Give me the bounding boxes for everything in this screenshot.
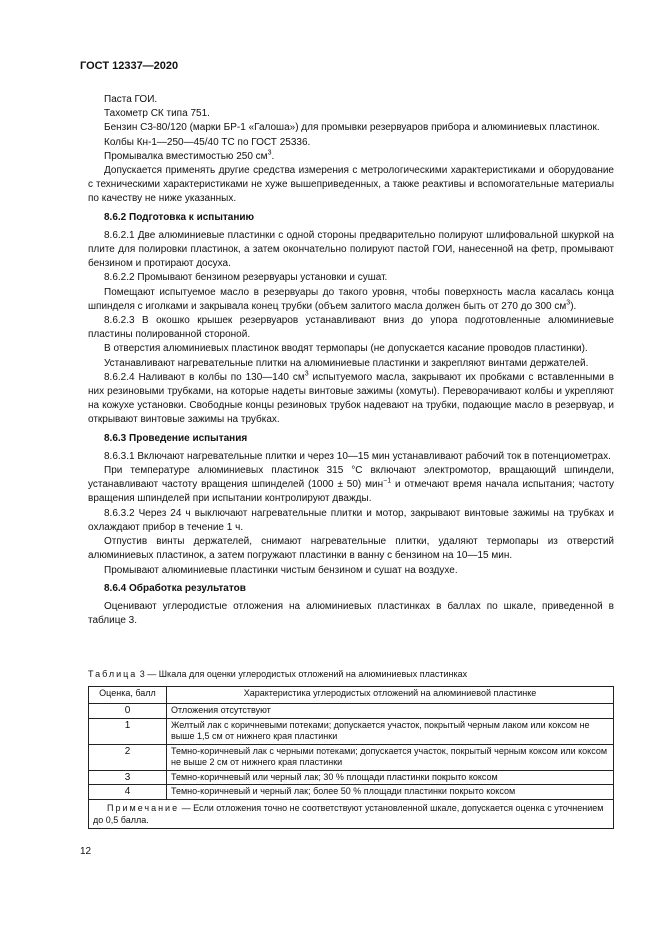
paragraph: 8.6.3.1 Включают нагревательные плитки и через 10—15 мин устанавливают рабочий ток в потенциометрах.: [104, 450, 611, 462]
score-cell: 4: [89, 785, 167, 800]
paragraph: Оценивают углеродистые отложения на алюминиевых пластинках в баллах по шкале, приведенной в таблице 3.: [88, 600, 614, 627]
paragraph: 8.6.2.4 Наливают в колбы по 130—140 $см^3$ испытуемого масла, закрывают их пробками с вставленными в них резиновыми трубками, на которые надеты винтовые зажимы (хомуты). Переворачивают колбы и укрепляют на кожухе установки. Свободные концы резиновых трубок надевают на трубки, подающие масло в резервуар, и открывают винтовые зажимы на трубках.: [88, 370, 614, 426]
section-heading-8-6-4: 8.6.4 Обработка результатов: [104, 582, 246, 594]
paragraph: 8.6.2.3 В окошко крышек резервуаров устанавливают вниз до упора подготовленные алюминиевые пластины полированной стороной.: [88, 315, 614, 341]
material-item: Тахометр СК типа 751.: [104, 108, 210, 120]
description-cell: Отложения отсутствуют: [167, 704, 614, 719]
material-item: Колбы Кн-1—250—45/40 ТС по ГОСТ 25336.: [104, 136, 311, 148]
table-note-row: [89, 799, 614, 828]
document-code: ГОСТ 12337—2020: [80, 60, 179, 72]
paragraph: В отверстия алюминиевых пластинок вводят термопары (не допускается касание проводов пластинки).: [104, 343, 588, 355]
description-cell: Темно-коричневый лак с черными потеками; допускается участок, покрытый черным коксом или коксом не выше 2 см от нижнего края пластинки: [167, 744, 614, 770]
paragraph: 8.6.2.2 Промывают бензином резервуары установки и сушат.: [104, 272, 388, 284]
column-header-characteristic: Характеристика углеродистых отложений на алюминиевой пластинке: [167, 687, 614, 704]
paragraph: При температуре алюминиевых пластинок 315 °C включают электромотор, вращающий шпиндели, устанавливают частоту вращения шпинделей (1000 ± 50) мин$^{-1}$ и отмечают время начала испытания; частоту вращения шпинделей при испытании контролируют дважды.: [88, 465, 615, 505]
material-item-washer: Промывалка вместимостью 250 $см^3$.: [104, 149, 275, 162]
paragraph: 8.6.2.1 Две алюминиевые пластинки с одной стороны предварительно полируют шлифовальной шкуркой на плите для полировки пластинок, а затем окончательно полируют пастой ГОИ, нанесенной на фетр, промывают бензином и протирают досуха.: [88, 229, 614, 270]
table-header-row: [89, 687, 614, 704]
description-cell: Желтый лак с коричневыми потеками; допускается участок, покрытый черным лаком или коксом не выше 1,5 см от нижнего края пластинки: [167, 718, 614, 744]
deposit-scale-table: [88, 686, 614, 829]
material-item: Паста ГОИ.: [104, 94, 158, 105]
table-row: [89, 785, 614, 800]
score-cell: 0: [89, 704, 167, 719]
paragraph: Отпустив винты держателей, снимают нагревательные плитки, удаляют термопары из отверстий алюминиевых пластинок, а затем погружают пластинки в ванну с бензином на 10—15 мин.: [88, 536, 614, 562]
table-row: [89, 770, 614, 785]
score-cell: 2: [89, 744, 167, 770]
material-item: Бензин С3-80/120 (марки БР-1 «Галоша») для промывки резервуаров прибора и алюминиевых пластинок.: [104, 122, 600, 134]
allowance-paragraph: Допускается применять другие средства измерения с метрологическими характеристиками и оборудование с техническими характеристиками не хуже вышеприведенных, а также реактивы и вспомогательные материалы по качеству не ниже указанных.: [88, 165, 614, 205]
section-heading-8-6-3: 8.6.3 Проведение испытания: [104, 432, 248, 444]
section-heading-8-6-2: 8.6.2 Подготовка к испытанию: [104, 211, 255, 223]
paragraph: Устанавливают нагревательные плитки на алюминиевые пластинки и закрепляют винтами держателей.: [104, 357, 589, 369]
paragraph: Помещают испытуемое масло в резервуары до такого уровня, чтобы поверхность масла касалась конца шпинделя с иголками и закрывала конец трубки (объем залитого масла должен быть от 270 до 300 $см^3$).: [88, 286, 614, 312]
table-row: [89, 718, 614, 744]
score-cell: 1: [89, 718, 167, 744]
table-title: Таблица 3 — Шкала для оценки углеродистых отложений на алюминиевых пластинках: [88, 669, 468, 679]
paragraph: 8.6.3.2 Через 24 ч выключают нагревательные плитки и мотор, закрывают винтовые зажимы на трубках и охлаждают прибор в течение 1 ч.: [88, 507, 614, 533]
document-body: [88, 93, 614, 628]
description-cell: Темно-коричневый и черный лак; более 50 % площади пластинки покрыто коксом: [167, 785, 614, 800]
page-number: 12: [80, 846, 92, 857]
table-row: [89, 704, 614, 719]
table-note: Примечание — Если отложения точно не соответствуют установленной шкале, допускается оценка с уточнением до 0,5 балла.: [89, 799, 614, 828]
paragraph: Промывают алюминиевые пластинки чистым бензином и сушат на воздухе.: [104, 564, 458, 576]
column-header-score: Оценка, балл: [89, 687, 167, 704]
description-cell: Темно-коричневый или черный лак; 30 % площади пластинки покрыто коксом: [167, 770, 614, 785]
table-row: [89, 744, 614, 770]
score-cell: 3: [89, 770, 167, 785]
